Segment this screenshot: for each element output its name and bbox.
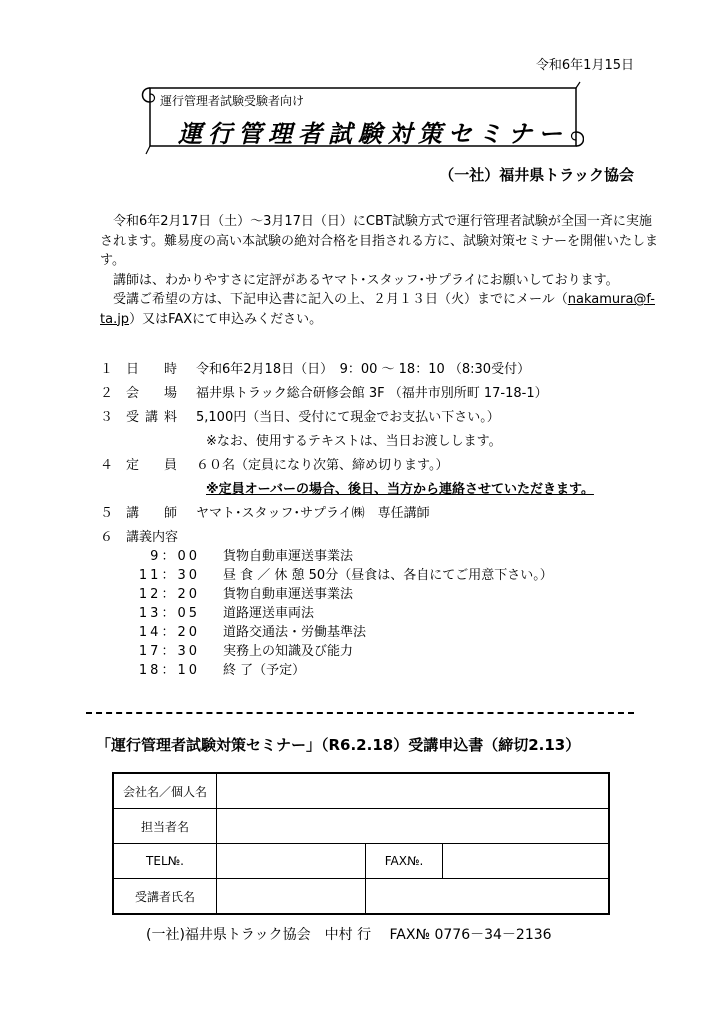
schedule-desc: 貨物自動車運送事業法 — [223, 587, 354, 602]
intro-text — [100, 212, 660, 329]
detail-label: 日 時 — [126, 362, 184, 377]
banner-subtitle: 運行管理者試験受験者向け — [160, 94, 305, 108]
intro-paragraph-3 — [100, 290, 660, 329]
schedule-desc: 道路交通法・労働基準法 — [223, 625, 367, 640]
detail-label: 受講料 — [126, 410, 184, 425]
schedule-desc: 道路運送車両法 — [223, 606, 315, 621]
detail-value: ヤマト･スタッフ･サプライ㈱ 専任講師 — [196, 506, 430, 521]
detail-label: 講義内容 — [126, 530, 179, 545]
detail-number: ５ — [100, 506, 114, 521]
intro-paragraph-1: 令和6年2月17日（土）～3月17日（日）にCBT試験方式で運行管理者試験が全国一斉に実施されます。難易度の高い本試験の絶対合格を目指される方に、試験対策セミナーを開催いたします。 — [100, 214, 658, 268]
schedule-desc: 終 了（予定） — [223, 663, 306, 678]
schedule-desc: 実務上の知識及び能力 — [223, 644, 354, 659]
intro-paragraph-2: 講師は、わかりやすさに定評があるヤマト･スタッフ･サプライにお願いしております。 — [113, 272, 619, 288]
application-form — [112, 772, 610, 915]
capacity-note: ※定員オーバーの場合、後日、当方から連絡させていただきます。 — [206, 482, 594, 497]
attendee-field-1[interactable] — [217, 879, 366, 915]
schedule-desc: 貨物自動車運送事業法 — [223, 549, 354, 564]
attendee-label: 受講者氏名 — [113, 879, 217, 915]
schedule-time: 17：30 — [138, 644, 200, 659]
title-banner — [136, 80, 584, 160]
company-label: 会社名／個人名 — [113, 773, 217, 809]
intro-text-before-email: 受講ご希望の方は、下記申込書に記入の上、２月１３日（火）までにメール（ — [113, 292, 568, 307]
intro-text-after-email: ）又はFAXにて申込みください。 — [129, 311, 323, 327]
person-label: 担当者名 — [113, 809, 217, 844]
form-title: 「運行管理者試験対策セミナー」（R6.2.18）受講申込書（締切2.13） — [96, 736, 581, 754]
detail-value: 福井県トラック総合研修会館 3F （福井市別所町 17-18-1） — [196, 386, 548, 401]
cut-line-divider — [86, 712, 634, 714]
form-row-company — [113, 773, 609, 809]
schedule-time: 14：20 — [138, 625, 200, 640]
detail-number: ２ — [100, 386, 114, 401]
detail-value: 令和6年2月18日（日） 9：00 ～ 18：10 （8:30受付） — [196, 362, 531, 377]
tel-label: TEL№. — [113, 844, 217, 879]
schedule-time: 12：20 — [138, 587, 200, 602]
banner-title: 運行管理者試験対策セミナー — [178, 120, 568, 148]
detail-label: 会 場 — [126, 386, 184, 401]
detail-label: 講 師 — [126, 506, 184, 521]
form-row-person — [113, 809, 609, 844]
schedule-desc: 昼 食 ／ 休 憩 50分（昼食は、各自にてご用意下さい。） — [223, 568, 553, 583]
detail-number: ６ — [100, 530, 114, 545]
fee-note: ※なお、使用するテキストは、当日お渡しします。 — [206, 434, 502, 449]
fax-label: FAX№. — [366, 844, 443, 879]
fax-field[interactable] — [443, 844, 610, 879]
form-row-contact — [113, 844, 609, 879]
detail-value: 5,100円（当日、受付にて現金でお支払い下さい。） — [196, 410, 500, 425]
person-field[interactable] — [217, 809, 610, 844]
tel-field[interactable] — [217, 844, 366, 879]
contact-footer: (一社)福井県トラック協会 中村 行 FAX№ 0776－34－2136 — [146, 927, 552, 943]
detail-number: １ — [100, 362, 114, 377]
company-field[interactable] — [217, 773, 610, 809]
schedule-time: 18：10 — [138, 663, 200, 678]
detail-value: ６０名（定員になり次第、締め切ります。） — [196, 458, 449, 473]
detail-label: 定 員 — [126, 458, 184, 473]
detail-number: ３ — [100, 410, 114, 425]
schedule-time: 9：00 — [150, 549, 200, 564]
form-row-attendee — [113, 879, 609, 915]
detail-number: ４ — [100, 458, 114, 473]
organization-name: （一社）福井県トラック協会 — [439, 166, 634, 184]
schedule-time: 11：30 — [138, 568, 200, 583]
schedule-time: 13：05 — [138, 606, 200, 621]
email-link[interactable]: nakamura@f-ta.jp — [100, 292, 655, 327]
attendee-field-2[interactable] — [366, 879, 610, 915]
issue-date: 令和6年1月15日 — [535, 58, 634, 73]
